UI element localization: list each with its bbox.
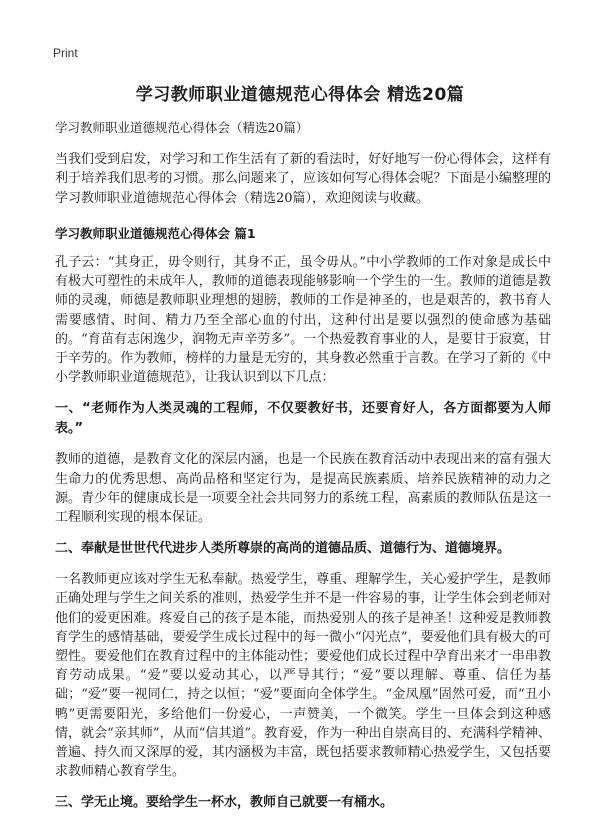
document-title: 学习教师职业道德规范心得体会 精选20篇 <box>135 85 465 105</box>
document-body <box>55 118 551 824</box>
point-heading-2: 二、奉献是世世代代进步人类所尊崇的高尚的道德品质、道德行为、道德境界。 <box>55 541 511 557</box>
section-heading: 学习教师职业道德规范心得体会 篇1 <box>55 225 256 241</box>
paragraph-2: 教师的道德，是教育文化的深层内涵，也是一个民族在教育活动中表现出来的富有强大生命力的优秀思想、高尚品格和坚定行为，是提高民族素质、培养民族精神的动力之源。青少年的健康成长是一项要全社会共同努力的系统工程，高素质的教师队伍是这一工程顺利实现的根本保证。 <box>55 452 551 526</box>
intro-paragraph: 当我们受到启发，对学习和工作生活有了新的看法时，好好地写一份心得体会，这样有利于培养我们思考的习惯。那么问题来了，应该如何写心得体会呢？下面是小编整理的学习教师职业道德规范心得体会（精选20篇），欢迎阅读与收藏。 <box>55 152 551 206</box>
paragraph-3: 一名教师更应该对学生无私奉献。热爱学生，尊重、理解学生，关心爱护学生，是教师正确处理与学生之间关系的准则，热爱学生并不是一件容易的事，让学生体会到老师对他们的爱更困难。疼爱自己的孩子是本能，而热爱别人的孩子是神圣！这种爱是教师教育学生的感情基础，要爱学生成长过程中的每一微小“闪光点”，要爱他们具有极大的可塑性。要爱他们在教育过程中的主体能动性；要爱他们成长过程中孕育出来才一串串教育劳动成果。“爱”要以爱动其心，以严导其行；“爱”要以理解、尊重、信任为基础；“爱”要一视同仁，持之以恒；“爱”要面向全体学生。“金凤凰”固然可爱，而“丑小鸭”更需要阳光，多给他们一份爱心，一声赞美，一个微笑。学生一旦体会到这种感情，就会“亲其师”，从而“信其道”。教育爱，作为一种出自崇高目的、充满科学精神、普遍、持久而又深厚的爱，其内涵极为丰富，既包括要求教师精心热爱学生，又包括要求教师精心教育学生。 <box>55 572 551 780</box>
document-subtitle: 学习教师职业道德规范心得体会（精选20篇） <box>55 120 309 135</box>
print-label[interactable]: Print <box>53 46 78 60</box>
point-heading-3: 三、学无止境。要给学生一杯水，教师自己就要一有桶水。 <box>55 795 394 811</box>
point-heading-1: 一、“老师作为人类灵魂的工程师，不仅要教好书，还要育好人，各方面都要为人师表。” <box>55 401 551 437</box>
paragraph-1: 孔子云：“其身正，毋令则行，其身不正，虽令毋从。”中小学教师的工作对象是成长中有极大可塑性的未成年人，教师的道德表现能够影响一个学生的一生。教师的道德是教师的灵魂，师德是教师职业理想的翅膀，教师的工作是神圣的，也是艰苦的，教书育人需要感情、时间、精力乃至全部心血的付出，这种付出是要以强烈的使命感为基础的。“育苗有志闲逸少，润物无声辛劳多”。一个热爱教育事业的人，是要甘于寂寞，甘于辛劳的。作为教师，榜样的力量是无穷的，其身教必然重于言教。在学习了新的《中小学教师职业道德规范》，让我认识到以下几点： <box>55 255 551 386</box>
